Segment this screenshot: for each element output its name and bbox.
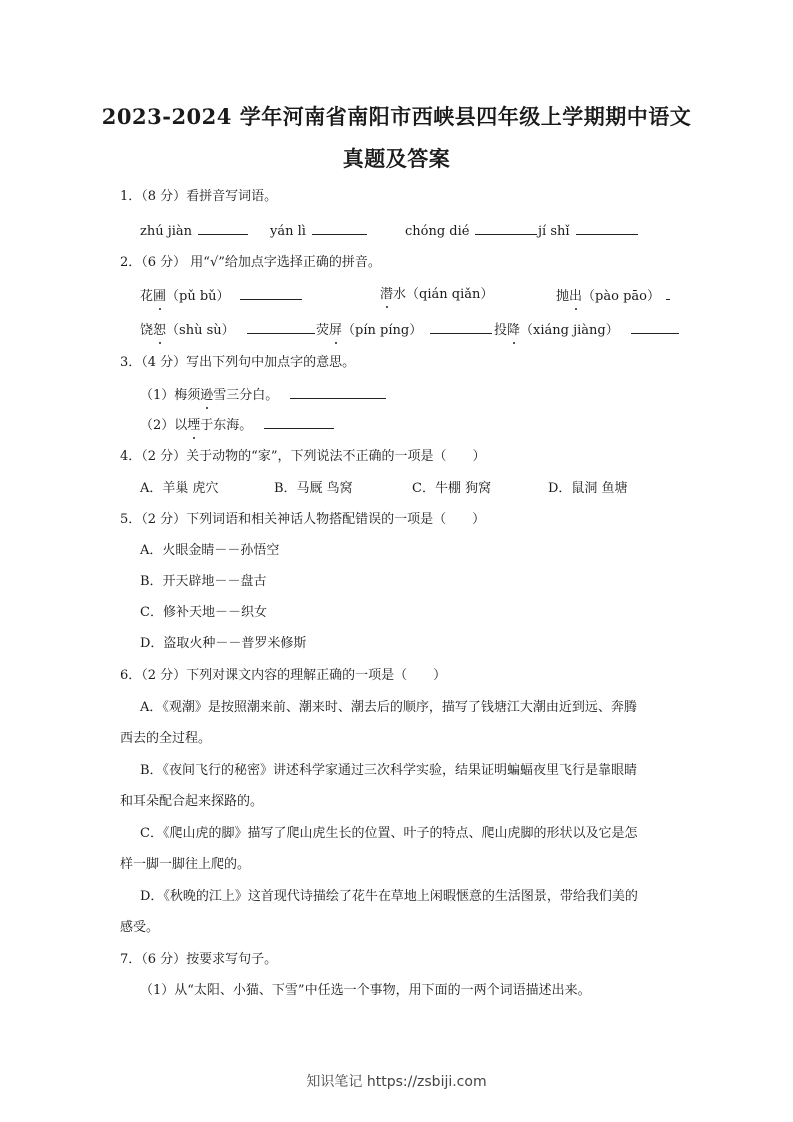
answer-blank[interactable] <box>576 221 638 235</box>
q1-item <box>538 221 638 241</box>
q2-item: 荧屏（pín píng） <box>316 320 492 340</box>
option-a-text-cont: 西去的全过程。 <box>120 731 212 746</box>
option-d-text-cont: 感受。 <box>120 920 160 935</box>
answer-blank[interactable] <box>240 286 302 300</box>
q1-stem: 1．（8 分）看拼音写词语。 <box>120 189 278 204</box>
option-d[interactable]: D．鼠洞 鱼塘 <box>548 481 628 496</box>
q7-stem: 7．（6 分）按要求写句子。 <box>120 952 278 967</box>
q2-item: 花圃（pǔ bǔ） <box>140 286 302 306</box>
option-a[interactable]: A．羊巢 虎穴 <box>140 481 219 496</box>
pinyin-label: yán lì <box>270 224 306 239</box>
answer-blank[interactable] <box>666 286 670 300</box>
option-b[interactable]: B．开天辟地－－盘古 <box>140 574 267 589</box>
answer-blank[interactable] <box>312 221 367 235</box>
dotted-char: 堙 <box>187 418 201 433</box>
answer-blank[interactable] <box>631 320 679 334</box>
footer-watermark: 知识笔记 https://zsbiji.com <box>306 1074 487 1090</box>
answer-blank[interactable] <box>264 415 334 429</box>
q3-stem: 3．（4 分）写出下列句中加点字的意思。 <box>120 355 356 370</box>
q2-item: 抛出（pào pāo） <box>556 286 670 306</box>
option-c-text[interactable]: C．《爬山虎的脚》描写了爬山虎生长的位置、叶子的特点、爬山虎脚的形状以及它是怎 <box>140 826 638 841</box>
option-c[interactable]: C．修补天地－－织女 <box>140 605 267 620</box>
answer-blank[interactable] <box>198 221 248 235</box>
document-title-line1: 2023-2024 学年河南省南阳市西峡县四年级上学期期中语文 <box>101 104 692 129</box>
pinyin-label: zhú jiàn <box>140 224 193 239</box>
q2-item: 投降（xiáng jiàng） <box>494 320 679 340</box>
q1-item <box>270 221 367 241</box>
dotted-char: 逊 <box>200 388 214 403</box>
dotted-char: 降 <box>507 323 521 338</box>
q3-sentence: （1）梅须逊雪三分白。 <box>140 385 386 405</box>
option-d-text[interactable]: D．《秋晚的江上》这首现代诗描绘了花牛在草地上闲暇惬意的生活图景，带给我们美的 <box>140 889 638 904</box>
option-a[interactable]: A．火眼金睛－－孙悟空 <box>140 543 280 558</box>
q6-stem: 6．（2 分）下列对课文内容的理解正确的一项是（ ） <box>120 668 447 683</box>
q4-stem: 4．（2 分）关于动物的“家”，下列说法不正确的一项是（ ） <box>120 449 486 464</box>
dotted-char: 恕 <box>153 323 167 338</box>
answer-blank[interactable] <box>430 320 492 334</box>
dotted-char: 屏 <box>329 323 343 338</box>
q2-item: 饶恕（shù sù） <box>140 320 315 340</box>
q3-sentence: （2）以堙于东海。 <box>140 415 334 435</box>
dotted-char: 圃 <box>153 289 167 304</box>
option-a-text[interactable]: A．《观潮》是按照潮来前、潮来时、潮去后的顺序，描写了钱塘江大潮由近到远、奔腾 <box>140 700 637 715</box>
q2-stem: 2．（6 分） 用“√”给加点字选择正确的拼音。 <box>120 255 381 270</box>
answer-blank[interactable] <box>290 385 386 399</box>
pinyin-label: chóng dié <box>405 224 470 239</box>
q5-stem: 5．（2 分）下列词语和相关神话人物搭配错误的一项是（ ） <box>120 512 486 527</box>
option-b[interactable]: B．马厩 鸟窝 <box>274 481 353 496</box>
option-d[interactable]: D．盗取火种－－普罗米修斯 <box>140 636 307 651</box>
option-b-text-cont: 和耳朵配合起来探路的。 <box>120 794 264 809</box>
dotted-char: 出 <box>569 289 583 304</box>
option-b-text[interactable]: B．《夜间飞行的秘密》讲述科学家通过三次科学实验，结果证明蝙蝠夜里飞行是靠眼睛 <box>140 763 638 778</box>
q7-sentence: （1）从“太阳、小猫、下雪”中任选一个事物，用下面的一两个词语描述出来。 <box>140 983 591 998</box>
option-c-text-cont: 样一脚一脚往上爬的。 <box>120 857 251 872</box>
option-c[interactable]: C．牛棚 狗窝 <box>412 481 492 496</box>
dotted-char: 潜 <box>380 287 394 302</box>
answer-blank[interactable] <box>475 221 537 235</box>
answer-blank[interactable] <box>247 320 315 334</box>
q1-item <box>140 221 248 241</box>
q2-item: 潜水（qián qiǎn） <box>380 287 494 302</box>
document-title-line2: 真题及答案 <box>342 146 451 171</box>
q1-item <box>405 221 537 241</box>
pinyin-label: jí shǐ <box>538 224 570 239</box>
